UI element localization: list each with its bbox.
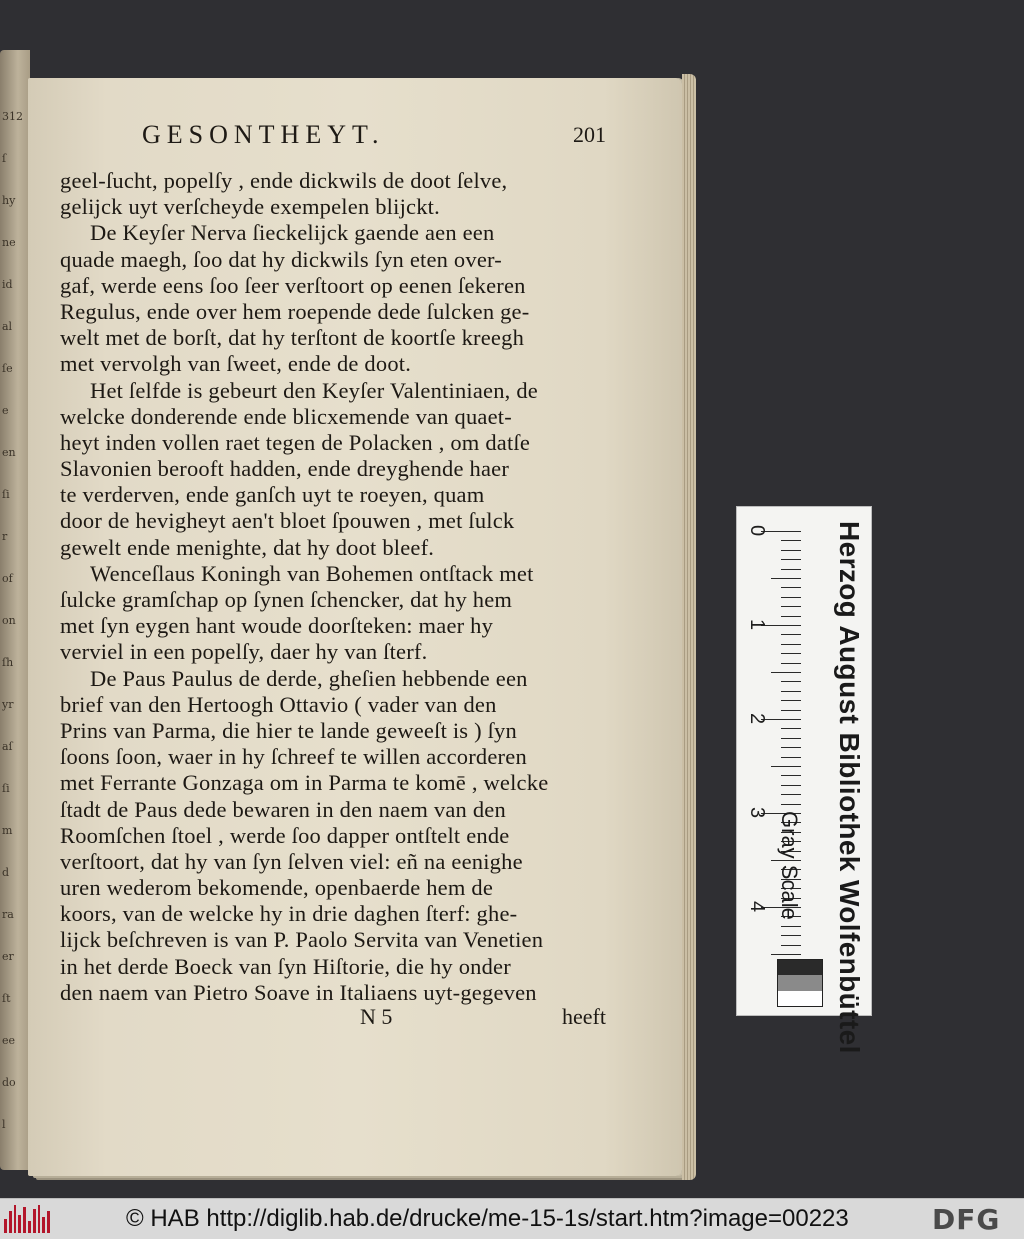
gray-swatch	[778, 960, 822, 975]
facing-page-fragment: ne	[2, 236, 16, 249]
text-line: verviel in een popelſy, daer hy van ſterf.	[60, 639, 428, 665]
ruler-tick	[781, 606, 801, 607]
facing-page-fragment: ſ	[2, 152, 7, 165]
gray-scale-label: Gray Scale	[777, 811, 802, 920]
facing-page-fragment: al	[2, 320, 13, 333]
page-block-edge	[682, 74, 696, 1180]
facing-page-fragment: yr	[2, 698, 14, 711]
facing-page-fragment: en	[2, 446, 16, 459]
text-line: ſoons ſoon, waer in hy ſchreef te willen accorderen	[60, 744, 527, 770]
ruler-tick	[771, 766, 801, 767]
ruler-tick	[781, 926, 801, 927]
ruler-tick	[781, 775, 801, 776]
text-line: welt met de borſt, dat hy terſtont de koortſe kreegh	[60, 325, 525, 351]
ruler-tick	[771, 672, 801, 673]
facing-page-fragment: ſh	[2, 656, 14, 669]
text-line: De Keyſer Nerva ſieckelijck gaende aen een	[90, 220, 495, 246]
ruler-tick	[781, 634, 801, 635]
ruler-tick	[781, 710, 801, 711]
ruler-tick	[781, 644, 801, 645]
ruler-tick	[781, 945, 801, 946]
ruler-number: 4	[746, 900, 769, 913]
text-line: den naem van Pietro Soave in Italiaens uyt-gegeven	[60, 979, 537, 1005]
gray-swatches	[777, 959, 823, 1007]
facing-page-fragment: e	[2, 404, 9, 417]
ruler-tick	[781, 681, 801, 682]
text-line: brief van den Hertoogh Ottavio ( vader van den	[60, 691, 497, 717]
text-line: De Paus Paulus de derde, gheſien hebbende een	[90, 665, 528, 691]
text-line: koors, van de welcke hy in drie daghen ſterf: ghe-	[60, 901, 518, 927]
facing-page-fragment: of	[2, 572, 13, 585]
ruler-tick	[781, 738, 801, 739]
ruler-number: 3	[746, 806, 769, 819]
ruler-tick	[781, 794, 801, 795]
facing-page-fragment: 312	[2, 110, 23, 123]
ruler-tick	[771, 954, 801, 955]
text-line: ſulcke gramſchap op ſynen ſchencker, dat hy hem	[60, 587, 513, 612]
text-line: Roomſchen ſtoel , werde ſoo dapper ontſtelt ende	[60, 822, 510, 848]
text-line: heyt inden vollen raet tegen de Polacken , om datſe	[60, 429, 531, 455]
ruler-tick	[781, 785, 801, 786]
text-line: geel-ſucht, popelſy , ende dickwils de doot ſelve,	[60, 168, 508, 193]
ruler-tick	[781, 804, 801, 805]
ruler-number: 2	[746, 712, 769, 725]
running-head: GESONTHEYT.	[142, 120, 385, 149]
ruler-tick	[781, 700, 801, 701]
source-url[interactable]: © HAB http://diglib.hab.de/drucke/me-15-1s/start.htm?image=00223	[126, 1205, 849, 1232]
ruler-tick	[781, 597, 801, 598]
ruler-tick	[781, 757, 801, 758]
text-line: uren wederom bekomende, openbaerde hem de	[60, 875, 494, 901]
ruler-number: 1	[746, 618, 769, 631]
facing-page-fragment: hy	[2, 194, 16, 207]
page-header	[116, 120, 606, 154]
page-number: 201	[573, 122, 606, 147]
ruler-tick	[781, 587, 801, 588]
ruler-tick	[781, 559, 801, 560]
facing-page-fragment: ee	[2, 1034, 16, 1047]
text-line: Het ſelfde is gebeurt den Keyſer Valentiniaen, de	[90, 377, 538, 403]
facing-page-fragment: r	[2, 530, 8, 543]
ruler-tick	[781, 653, 801, 654]
ruler-tick	[781, 550, 801, 551]
text-line: ſtadt de Paus dede bewaren in den naem van den	[60, 796, 506, 822]
dfg-logo: DFG	[932, 1203, 1001, 1236]
text-line: lijck beſchreven is van P. Paolo Servita van Venetien	[60, 927, 544, 953]
facing-page-fragment: l	[2, 1118, 6, 1131]
facing-page-fragment: m	[2, 824, 13, 837]
text-line: met vervolgh van ſweet, ende de doot.	[60, 351, 412, 377]
ruler-tick	[781, 747, 801, 748]
facing-page-fragment: aſ	[2, 740, 13, 753]
facing-page-fragment: d	[2, 866, 10, 879]
gray-swatch	[778, 975, 822, 990]
ruler-tick	[771, 578, 801, 579]
ruler-tick	[781, 935, 801, 936]
facing-page-fragment: ra	[2, 908, 14, 921]
facing-page-fragment: ſt	[2, 992, 11, 1005]
centimeter-ruler	[739, 511, 803, 1011]
library-name: Herzog August Bibliothek Wolfenbüttel	[834, 521, 866, 1054]
text-line: met ſyn eygen hant woude doorſteken: maer hy	[60, 613, 494, 639]
text-line: verſtoort, dat hy van ſyn ſelven viel: eñ na eenighe	[60, 848, 523, 874]
text-line: met Ferrante Gonzaga om in Parma te komē , welcke	[60, 770, 549, 796]
ruler-tick	[781, 540, 801, 541]
facing-page-fragment: ſi	[2, 782, 10, 795]
text-line: Regulus, ende over hem roepende dede ſulcken ge-	[60, 298, 530, 324]
text-line: Prins van Parma, die hier te lande geweeſt is ) ſyn	[60, 717, 517, 743]
text-line: gaf, werde eens ſoo ſeer verſtoort op eenen ſekeren	[60, 272, 526, 298]
ruler-tick	[781, 569, 801, 570]
facing-page-fragment: ſi	[2, 488, 10, 501]
color-reference-card	[736, 506, 872, 1054]
text-line: gelijck uyt verſcheyde exempelen blijckt.	[60, 194, 440, 220]
ruler-tick	[781, 691, 801, 692]
ruler-tick	[781, 728, 801, 729]
text-line: welcke donderende ende blicxemende van quaet-	[60, 403, 512, 429]
hab-logo-icon	[4, 1205, 50, 1233]
catchword: heeft	[562, 1004, 606, 1029]
card-label-area	[833, 511, 867, 1054]
page-footer	[60, 1004, 606, 1032]
text-line: in het derde Boeck van ſyn Hiſtorie, die hy onder	[60, 953, 511, 979]
text-line: Wenceſlaus Koningh van Bohemen ontſtack met	[90, 560, 534, 586]
facing-page-fragment: id	[2, 278, 13, 291]
signature-mark: N 5	[360, 1004, 393, 1029]
facing-page-fragment: ſe	[2, 362, 13, 375]
facing-page-fragment: er	[2, 950, 14, 963]
source-bar	[0, 1198, 1024, 1239]
ruler-number: 0	[746, 524, 769, 537]
ruler-tick	[781, 616, 801, 617]
text-line: gewelt ende menighte, dat hy doot bleef.	[60, 534, 435, 560]
ruler-tick	[781, 663, 801, 664]
facing-page-fragment: on	[2, 614, 16, 627]
text-line: Slavonien berooft hadden, ende dreyghende haer	[60, 456, 510, 482]
gray-swatch	[778, 991, 822, 1006]
facing-page-edge	[0, 50, 30, 1170]
page-body	[60, 168, 606, 1006]
text-line: te verderven, ende ganſch uyt te roeyen, quam	[60, 482, 485, 508]
text-line: door de hevigheyt aen't bloet ſpouwen , met ſulck	[60, 508, 515, 534]
facing-page-fragment: do	[2, 1076, 16, 1089]
text-line: quade maegh, ſoo dat hy dickwils ſyn eten over-	[60, 246, 502, 272]
